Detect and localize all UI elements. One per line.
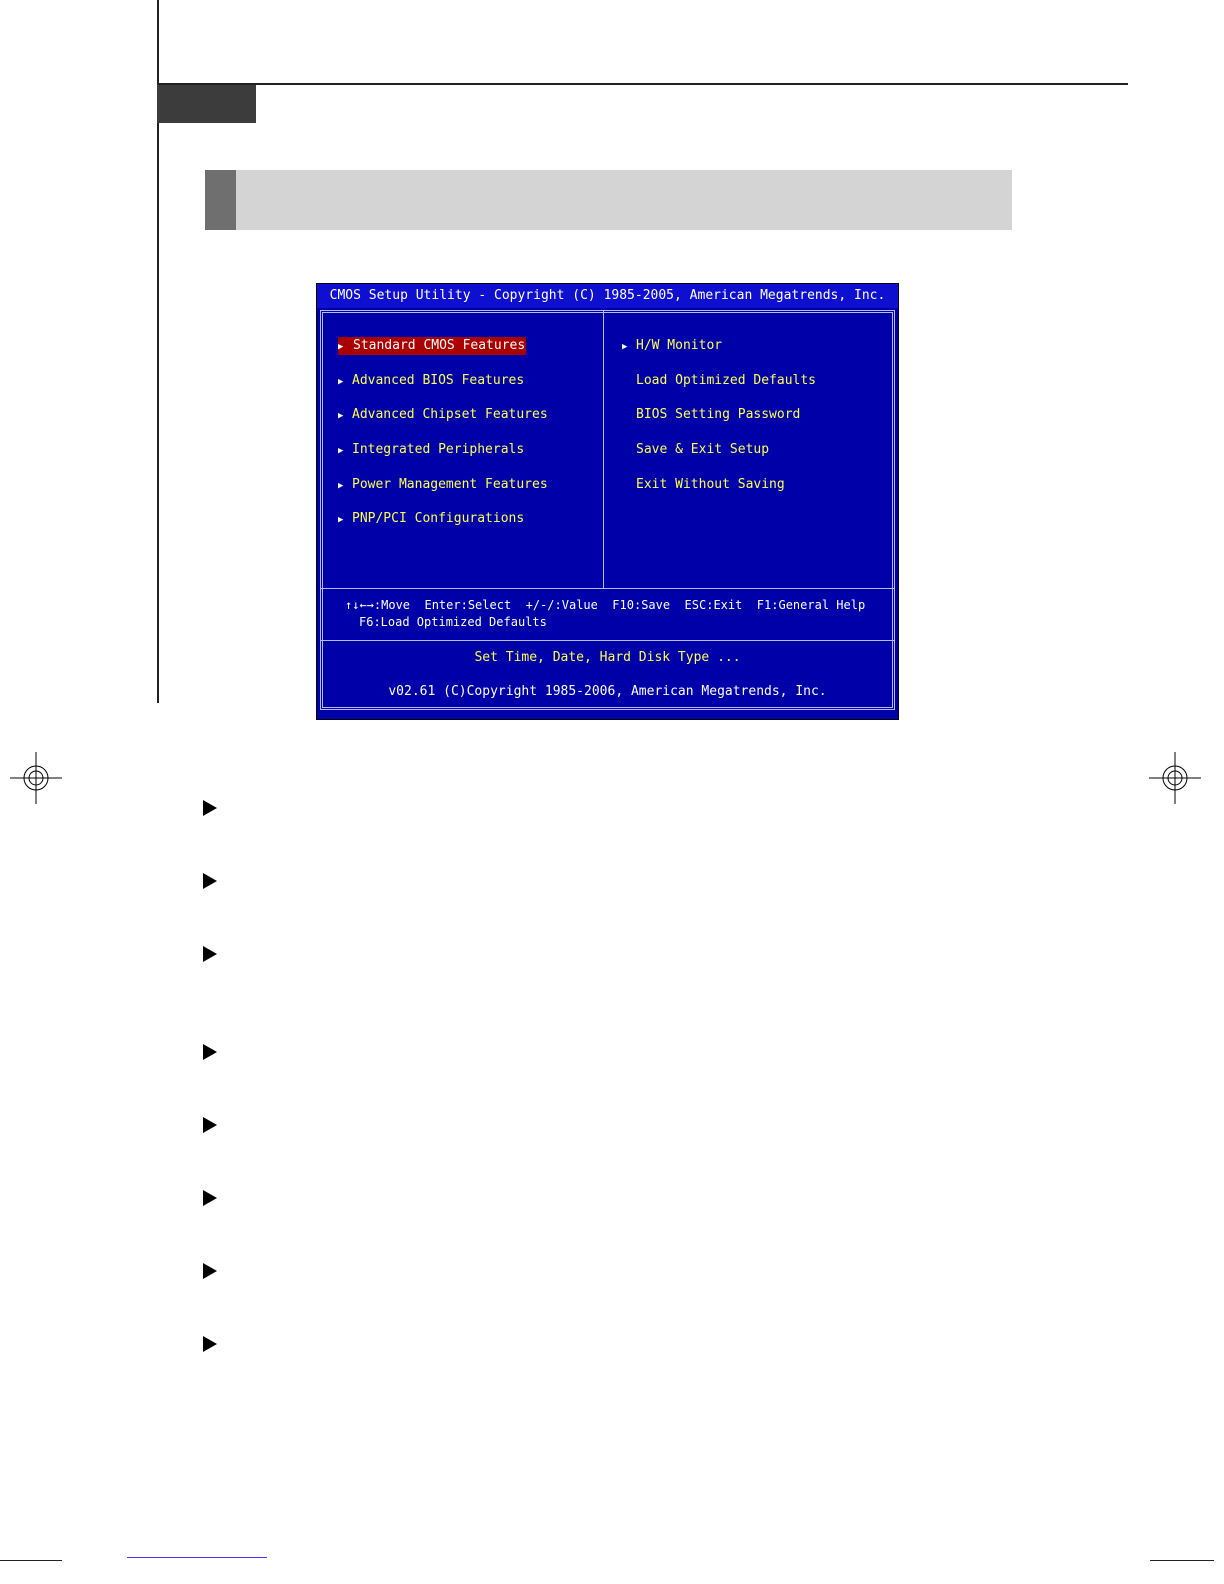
right-triangle-icon: ▶ (338, 515, 344, 525)
right-triangle-bullet-icon (203, 873, 217, 889)
chapter-tab (157, 85, 256, 123)
section-heading-accent (205, 170, 236, 230)
crop-mark (1150, 1560, 1214, 1561)
key-help-line: ↑↓←→:Move Enter:Select +/-/:Value F10:Save ESC:Exit F1:General Help (345, 598, 866, 612)
page-top-rule (157, 83, 1128, 85)
bios-column-divider (603, 310, 604, 588)
bios-version-text: v02.61 (C)Copyright 1985-2006, American Megatrends, Inc. (388, 684, 827, 699)
menu-item-standard-cmos-features[interactable]: ▶ Standard CMOS Features (338, 337, 526, 355)
crosshair-registration-icon (10, 752, 62, 804)
right-triangle-bullet-icon (203, 946, 217, 962)
menu-item-power-management-features[interactable]: ▶ Power Management Features (338, 476, 548, 494)
right-triangle-icon: ▶ (338, 481, 344, 491)
crosshair-registration-icon (1149, 752, 1201, 804)
menu-item-advanced-chipset-features[interactable]: ▶ Advanced Chipset Features (338, 406, 548, 424)
right-triangle-icon: ▶ (338, 446, 344, 456)
menu-item-integrated-peripherals[interactable]: ▶ Integrated Peripherals (338, 441, 524, 459)
bios-row-divider (321, 640, 894, 641)
key-help-line: F6:Load Optimized Defaults (359, 615, 547, 629)
right-triangle-icon: ▶ (338, 377, 344, 387)
right-triangle-bullet-icon (203, 1336, 217, 1352)
menu-item-hw-monitor[interactable]: ▶ H/W Monitor (622, 337, 722, 355)
crop-mark (0, 1560, 62, 1561)
footer-rule (127, 1557, 267, 1558)
section-heading-bar (205, 170, 1012, 230)
right-triangle-bullet-icon (203, 1044, 217, 1060)
menu-item-pnp-pci-configurations[interactable]: ▶ PNP/PCI Configurations (338, 510, 524, 528)
right-triangle-bullet-icon (203, 1117, 217, 1133)
right-triangle-icon: ▶ (338, 411, 344, 421)
right-triangle-bullet-icon (203, 1263, 217, 1279)
right-triangle-icon: ▶ (622, 342, 628, 352)
right-triangle-bullet-icon (203, 1190, 217, 1206)
bios-row-divider (321, 588, 894, 589)
bios-screen (316, 283, 899, 720)
right-triangle-bullet-icon (203, 800, 217, 816)
item-help-text: Set Time, Date, Hard Disk Type ... (474, 650, 741, 665)
menu-item-bios-setting-password[interactable]: BIOS Setting Password (636, 407, 801, 422)
menu-item-exit-without-saving[interactable]: Exit Without Saving (636, 477, 785, 492)
right-triangle-icon: ▶ (338, 342, 344, 352)
bios-title-bar: CMOS Setup Utility - Copyright (C) 1985-2005, American Megatrends, Inc. (317, 284, 898, 308)
menu-item-advanced-bios-features[interactable]: ▶ Advanced BIOS Features (338, 372, 524, 390)
menu-item-load-optimized-defaults[interactable]: Load Optimized Defaults (636, 373, 817, 388)
menu-item-save-exit-setup[interactable]: Save & Exit Setup (636, 442, 770, 457)
